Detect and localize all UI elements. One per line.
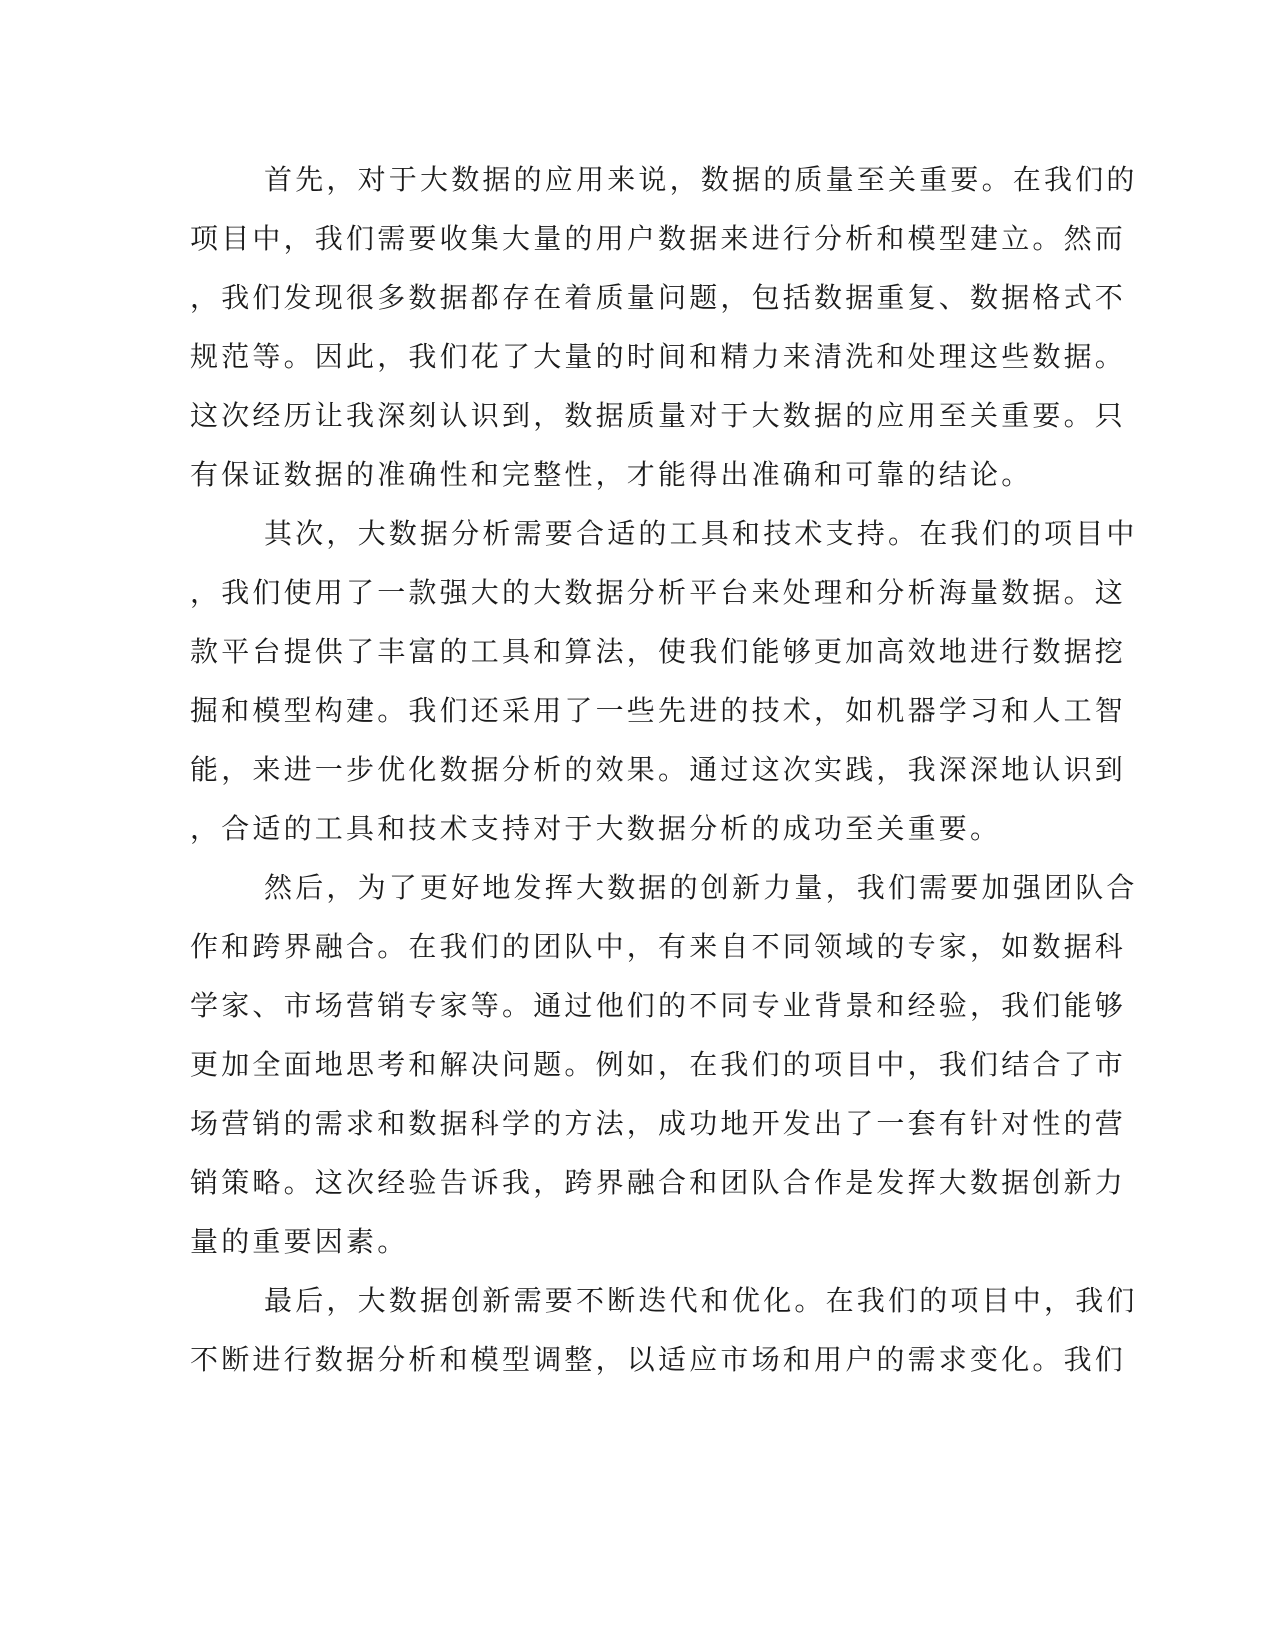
- paragraph-4-line-2: 不断进行数据分析和模型调整，以适应市场和用户的需求变化。我们: [190, 1343, 1127, 1376]
- paragraph-3-line-1: 然后，为了更好地发挥大数据的创新力量，我们需要加强团队合: [264, 871, 1138, 904]
- paragraph-3-line-3: 学家、市场营销专家等。通过他们的不同专业背景和经验，我们能够: [190, 989, 1127, 1022]
- paragraph-2-line-5: 能，来进一步优化数据分析的效果。通过这次实践，我深深地认识到: [190, 753, 1127, 786]
- paragraph-1-line-5: 这次经历让我深刻认识到，数据质量对于大数据的应用至关重要。只: [190, 399, 1127, 432]
- paragraph-2-line-3: 款平台提供了丰富的工具和算法，使我们能够更加高效地进行数据挖: [190, 635, 1127, 668]
- paragraph-3-line-5: 场营销的需求和数据科学的方法，成功地开发出了一套有针对性的营: [190, 1107, 1127, 1140]
- paragraph-1-line-3: ，我们发现很多数据都存在着质量问题，包括数据重复、数据格式不: [190, 281, 1127, 314]
- paragraph-1-line-1: 首先，对于大数据的应用来说，数据的质量至关重要。在我们的: [264, 163, 1138, 196]
- paragraph-2-line-1: 其次，大数据分析需要合适的工具和技术支持。在我们的项目中: [264, 517, 1138, 550]
- paragraph-3-line-4: 更加全面地思考和解决问题。例如，在我们的项目中，我们结合了市: [190, 1048, 1127, 1081]
- paragraph-2-line-2: ，我们使用了一款强大的大数据分析平台来处理和分析海量数据。这: [190, 576, 1127, 609]
- paragraph-2-line-6: ，合适的工具和技术支持对于大数据分析的成功至关重要。: [190, 812, 1002, 845]
- paragraph-2-line-4: 掘和模型构建。我们还采用了一些先进的技术，如机器学习和人工智: [190, 694, 1127, 727]
- paragraph-1-line-4: 规范等。因此，我们花了大量的时间和精力来清洗和处理这些数据。: [190, 340, 1127, 373]
- paragraph-3-line-7: 量的重要因素。: [190, 1225, 409, 1258]
- paragraph-3-line-2: 作和跨界融合。在我们的团队中，有来自不同领域的专家，如数据科: [190, 930, 1127, 963]
- paragraph-4-line-1: 最后，大数据创新需要不断迭代和优化。在我们的项目中，我们: [264, 1284, 1138, 1317]
- paragraph-3-line-6: 销策略。这次经验告诉我，跨界融合和团队合作是发挥大数据创新力: [190, 1166, 1127, 1199]
- paragraph-1-line-2: 项目中，我们需要收集大量的用户数据来进行分析和模型建立。然而: [190, 222, 1127, 255]
- paragraph-1-line-6: 有保证数据的准确性和完整性，才能得出准确和可靠的结论。: [190, 458, 1033, 491]
